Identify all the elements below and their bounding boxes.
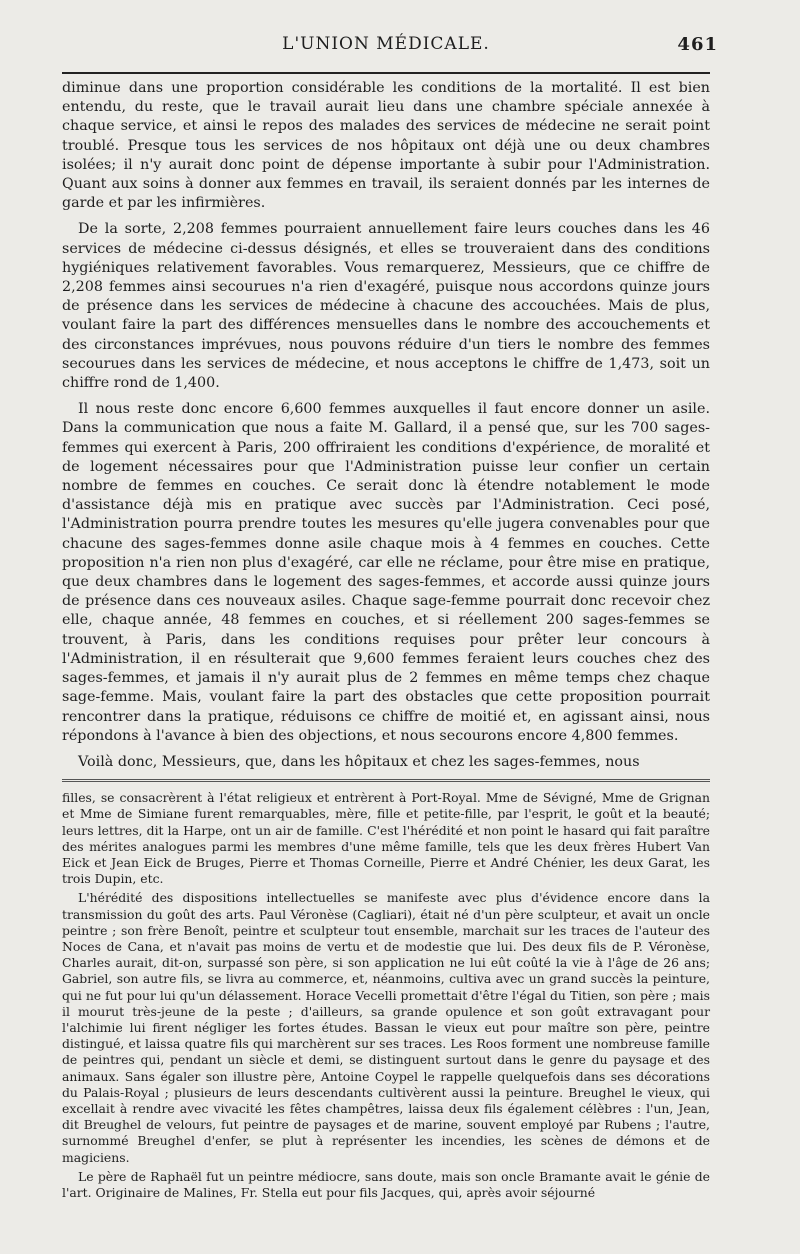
footnotes <box>62 790 710 1201</box>
main-paragraph-2: De la sorte, 2,208 femmes pourraient annuellement faire leurs couches dans les 46 services de médecine ci-dessus désignés, et elles se trouveraient dans des conditions hygiéniques relativement favorables. Vous remarquerez, Messieurs, que ce chiffre de 2,208 femmes ainsi secourues n'a rien d'exagéré, puisque nous accordons quinze jours de présence dans les services de médecine à chacune des accouchées. Mais de plus, voulant faire la part des différences mensuelles dans le nombre des accouchements et des circonstances imprévues, nous pouvons réduire d'un tiers le nombre des femmes secourues dans les services de médecine, et nous acceptons le chiffre de 1,473, soit un chiffre rond de 1,400. <box>62 221 710 392</box>
page-number: 461 <box>677 34 718 55</box>
journal-title: L'UNION MÉDICALE. <box>282 34 490 54</box>
main-paragraph-4: Voilà donc, Messieurs, que, dans les hôpitaux et chez les sages-femmes, nous <box>78 753 640 770</box>
footnote-paragraph-2: L'hérédité des dispositions intellectuelles se manifeste avec plus d'évidence encore dans la transmission du goût des arts. Paul Véronèse (Cagliari), était né d'un père sculpteur, et avait un oncle peintre ; son frère Benoît, peintre et sculpteur tout ensemble, marchait sur les traces de l'auteur des Noces de Cana, et n'avait pas moins de vertu et de modestie que lui. Des deux fils de P. Véronèse, Charles aurait, dit-on, surpassé son père, si son application ne lui eût coûté la vie à l'âge de 26 ans; Gabriel, son autre fils, se livra au commerce, et, néanmoins, cultiva avec un grand succès la peinture, qui ne fut pour lui qu'un délassement. Horace Vecelli promettait d'être l'égal du Titien, son père ; mais il mourut très-jeune de la peste ; d'ailleurs, sa grande opulence et son goût extravagant pour l'alchimie lui firent négliger les fortes études. Bassan le vieux eut pour maître son père, peintre distingué, et laissa quatre fils qui marchèrent sur ses traces. Les Roos forment une nombreuse famille de peintres qui, pendant un siècle et demi, se distinguent surtout dans le genre du paysage et des animaux. Sans égaler son illustre père, Antoine Coypel le rappelle quelquefois dans ses décorations du Palais-Royal ; plusieurs de leurs descendants cultivèrent aussi la peinture. Breughel le vieux, qui excellait à rendre avec vivacité les fêtes champêtres, laissa deux fils également célèbres : l'un, Jean, dit Breughel de velours, fut peintre de paysages et de marine, souvent employé par Rubens ; l'autre, surnommé Breughel d'enfer, se plut à représenter les incendies, les scènes de démons et de magiciens. <box>62 890 710 1165</box>
header-rule <box>62 72 710 74</box>
main-paragraph-3: Il nous reste donc encore 6,600 femmes auxquelles il faut encore donner un asile. Dans la communication que nous a faite M. Gallard, il a pensé que, sur les 700 sages-femmes qui exercent à Paris, 200 offriraient les conditions d'expérience, de moralité et de logement nécessaires pour que l'Administration puisse leur confier un certain nombre de femmes en couches. Ce serait donc là étendre notablement le mode d'assistance déjà mis en pratique avec succès par l'Administration. Ceci posé, l'Administration pourra prendre toutes les mesures qu'elle jugera convenables pour que chacune des sages-femmes donne asile chaque mois à 4 femmes en couches. Cette proposition n'a rien non plus d'exagéré, car elle ne réclame, pour être mise en pratique, que deux chambres dans le logement des sages-femmes, et accorde aussi quinze jours de présence dans ces nouveaux asiles. Chaque sage-femme pourrait donc recevoir chez elle, chaque année, 48 femmes en couches, et si réellement 200 sages-femmes se trouvent, à Paris, dans les conditions requises pour prêter leur concours à l'Administration, il en résulterait que 9,600 femmes feraient leurs couches chez des sages-femmes, et jamais il n'y aurait plus de 2 femmes en même temps chez chaque sage-femme. Mais, voulant faire la part des obstacles que cette proposition pourrait rencontrer dans la pratique, réduisons ce chiffre de moitié et, en agissant ainsi, nous répondons à l'avance à bien des objections, et nous secourons encore 4,800 femmes. <box>62 401 710 744</box>
footnote-paragraph-1: filles, se consacrèrent à l'état religieux et entrèrent à Port-Royal. Mme de Sévigné, Mme de Grignan et Mme de Simiane furent remarquables, mère, fille et petite-fille, par l'esprit, le goût et la beauté; leurs lettres, dit la Harpe, ont un air de famille. C'est l'hérédité et non point le hasard qui fait paraître des mérites analogues parmi les membres d'une même famille, tels que les deux frères Hubert Van Eick et Jean Eick de Bruges, Pierre et Thomas Corneille, Pierre et André Chénier, les deux Garat, les trois Dupin, etc. <box>62 790 710 887</box>
running-header <box>62 18 718 55</box>
footnote-paragraph-3: Le père de Raphaël fut un peintre médiocre, sans doute, mais son oncle Bramante avait le génie de l'art. Originaire de Malines, Fr. Stella eut pour fils Jacques, qui, après avoir séjourné <box>62 1168 710 1200</box>
footnote-separator <box>62 779 710 782</box>
main-paragraph-1: diminue dans une proportion considérable les conditions de la mortalité. Il est bien entendu, du reste, que le travail aurait lieu dans une chambre spéciale annexée à chaque service, et ainsi le repos des malades des services de médecine ne serait point troublé. Presque tous les services de nos hôpitaux ont déjà une ou deux chambres isolées; il n'y aurait donc point de dépense importante à subir pour l'Administration. Quant aux soins à donner aux femmes en travail, ils seraient donnés par les internes de garde et par les infirmières. <box>62 80 710 212</box>
main-text <box>62 79 710 772</box>
